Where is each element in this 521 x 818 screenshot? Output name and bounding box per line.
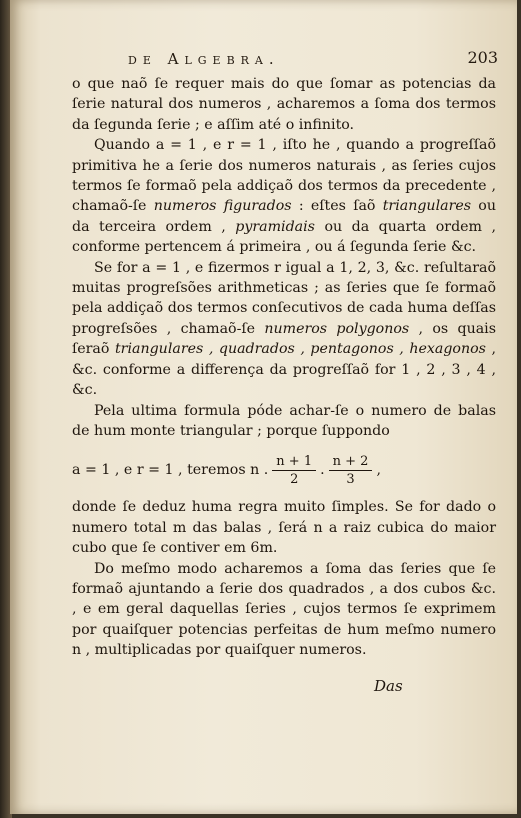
paragraph-1: o que naõ ſe requer mais do que ſomar as potencias da ſerie natural dos numeros , acharemos a ſoma dos termos da ſegunda ſerie ; e aſſim até o infinito. [72, 76, 496, 133]
term-pyramidais: pyramidais [235, 218, 315, 235]
catchword: Das [374, 677, 403, 695]
paragraph-3-text-b: , os quais ſeraõ [72, 320, 497, 358]
paragraph-3-text-c: , &c. conforme a differença da progreſſaõ for 1 , 2 , 3 , 4 , &c. [72, 341, 496, 399]
paragraph-2 [72, 135, 496, 257]
fraction-2 [329, 453, 373, 488]
page-header [68, 46, 498, 72]
formula-lead: a = 1 , e r = 1 , teremos n . [72, 462, 269, 479]
formula-line [72, 443, 496, 497]
running-head: de Algebra. [128, 50, 280, 68]
fraction-1-numerator: n + 1 [272, 453, 316, 471]
term-polygon-names: triangulares , quadrados , pentagonos , hexagonos [114, 341, 486, 358]
term-numeros-polygonos: numeros polygonos [264, 320, 410, 337]
fraction-2-numerator: n + 2 [329, 453, 373, 471]
formula-comma: , [376, 462, 381, 479]
paragraph-6: Do meſmo modo acharemos a ſoma das ſeries que ſe formaõ ajuntando a ſerie dos quadrados , a dos cubos &c. , e em geral daquellas ſeries , cujos termos ſe exprimem por quaiſquer potencias perfeitas de hum meſmo numero n , multiplicadas por quaiſquer numeros. [72, 560, 496, 659]
page-number: 203 [467, 48, 498, 67]
formula-dot: . [320, 462, 325, 479]
paragraph-4: Pela ultima formula póde achar-ſe o numero de balas de hum monte triangular ; porque ſuppondo [72, 402, 496, 439]
paragraph-3 [72, 258, 496, 401]
paragraph-5: donde ſe deduz huma regra muito ſimples. Se for dado o numero total m das balas , ſerá n a raiz cubica do maior cubo que ſe contiver em 6m. [72, 499, 496, 557]
fraction-2-denominator: 3 [346, 471, 355, 487]
term-numeros-figurados: numeros figurados [153, 198, 292, 215]
paragraph-3-text-a: Se for a = 1 , e fizermos r igual a 1, 2, 3, &c. reſultaraõ muitas progreſsões arithmeticas ; as ſeries que ſe formaõ pela addiçaõ dos termos conſecutivos de cada huma deſſas progreſsões , chamaõ-ſe [72, 259, 496, 337]
paragraph-2-text-b: : eſtes ſaõ [291, 198, 383, 215]
fraction-1-denominator: 2 [290, 471, 299, 487]
fraction-1 [272, 453, 316, 488]
paragraph-2-text-d: ou da quarta ordem , conforme pertencem á primeira , ou á ſegunda ſerie &c. [72, 218, 497, 256]
term-triangulares: triangulares [382, 198, 472, 215]
book-page [10, 0, 517, 814]
paragraph-2-text-a: Quando a = 1 , e r = 1 , iſto he , quando a progreſſaõ primitiva he a ſerie dos numeros naturais , as ſeries cujos termos ſe formaõ pela addiçaõ dos termos da precedente , chamaõ-ſe [72, 137, 496, 215]
paragraph-2-text-c: ou da terceira ordem , [72, 198, 496, 235]
body-text [72, 74, 496, 661]
